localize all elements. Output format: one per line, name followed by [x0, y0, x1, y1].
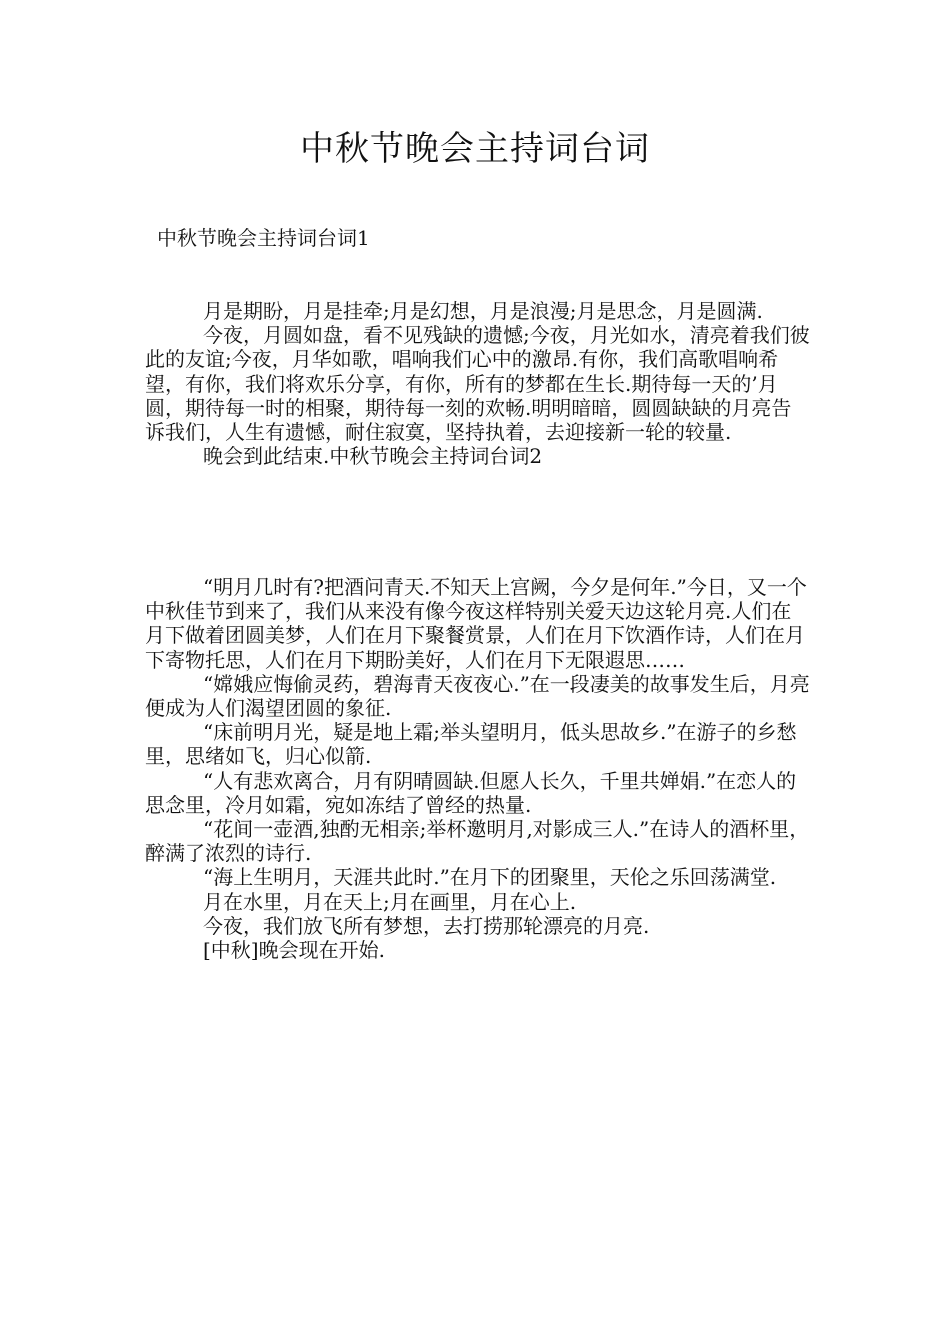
- body-block-2: [145, 575, 810, 962]
- paragraph: 月在水里，月在天上;月在画里，月在心上.: [203, 889, 577, 914]
- paragraph: 月是期盼，月是挂牵;月是幻想，月是浪漫;月是思念，月是圆满.: [203, 299, 763, 323]
- paragraph: “海上生明月，天涯共此时.”在月下的团聚里，天伦之乐回荡满堂.: [203, 865, 777, 890]
- paragraph: 晚会到此结束.中秋节晚会主持词台词2: [203, 444, 543, 469]
- paragraph: “人有悲欢离合，月有阴晴圆缺.但愿人长久，千里共婵娟.”在恋人的思念里，冷月如霜，宛如冻结了曾经的热量.: [145, 768, 797, 817]
- paragraph: [中秋]晚会现在开始.: [203, 938, 385, 963]
- section-heading: 中秋节晚会主持词台词1: [157, 226, 370, 250]
- paragraph: 今夜，月圆如盘，看不见残缺的遗憾;今夜，月光如水，清亮着我们彼此的友谊;今夜，月华如歌，唱响我们心中的激昂.有你，我们高歌唱响希望，有你，我们将欢乐分享，有你，所有的梦都在生长.期待每一天的’月圆，期待每一时的相聚，期待每一刻的欢畅.明明暗暗，圆圆缺缺的月亮告诉我们，人生有遗憾，耐住寂寞，坚持执着，去迎接新一轮的较量.: [145, 323, 810, 445]
- paragraph: “花间一壶酒,独酌无相亲;举杯邀明月,对影成三人.”在诗人的酒杯里，醉满了浓烈的诗行.: [145, 817, 810, 866]
- paragraph: “床前明月光，疑是地上霜;举头望明月，低头思故乡.”在游子的乡愁里，思绪如飞，归心似箭.: [145, 720, 797, 769]
- body-block-1: [145, 299, 810, 468]
- paragraph: 今夜，我们放飞所有梦想，去打捞那轮漂亮的月亮.: [203, 913, 650, 938]
- paragraph: “嫦娥应悔偷灵药，碧海青天夜夜心.”在一段凄美的故事发生后，月亮便成为人们渴望团圆的象征.: [145, 671, 810, 721]
- document-title: 中秋节晚会主持词台词: [300, 129, 650, 169]
- paragraph: “明月几时有?把酒问青天.不知天上宫阙，今夕是何年.”今日，又一个中秋佳节到来了，我们从来没有像今夜这样特别关爱天边这轮月亮.人们在月下做着团圆美梦，人们在月下聚餐赏景，人们在月下饮酒作诗，人们在月下寄物托思，人们在月下期盼美好，人们在月下无限遐思……: [145, 575, 807, 672]
